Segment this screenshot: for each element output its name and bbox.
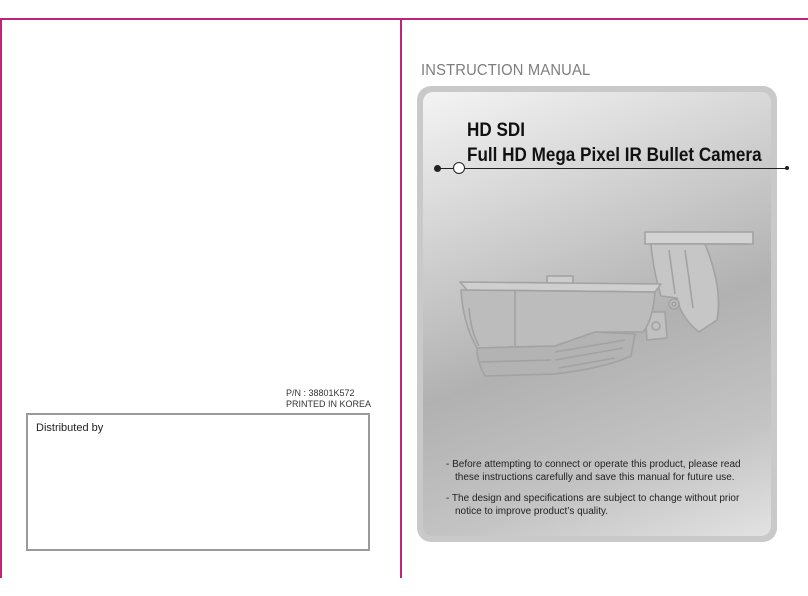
trim-line-left: [0, 18, 2, 578]
note-read-instructions: - Before attempting to connect or operate this product, please read these instructions carefully and save this manual for future use.: [446, 459, 741, 483]
printed-in: PRINTED IN KOREA: [285, 399, 371, 409]
bullet-camera-illustration: [455, 228, 760, 383]
part-number: P/N : 38801K572: [285, 388, 355, 398]
trim-line-center: [400, 18, 402, 578]
notes: [446, 458, 764, 526]
distributed-by-label: Distributed by: [36, 422, 104, 434]
product-title-line2: Full HD Mega Pixel IR Bullet Camera: [467, 145, 762, 166]
note-specifications-change: - The design and specifications are subject to change without prior notice to improve product’s quality.: [446, 493, 740, 517]
rule-dot-right: [785, 166, 789, 170]
manual-header: INSTRUCTION MANUAL: [421, 62, 591, 79]
part-number-block: [286, 388, 371, 410]
trim-line-top: [0, 18, 808, 20]
title-rule: [437, 168, 789, 169]
rule-ring: [453, 162, 465, 174]
product-title-line1: HD SDI: [467, 120, 525, 141]
rule-dot-left: [434, 165, 441, 172]
distributed-by-box: [26, 413, 370, 551]
